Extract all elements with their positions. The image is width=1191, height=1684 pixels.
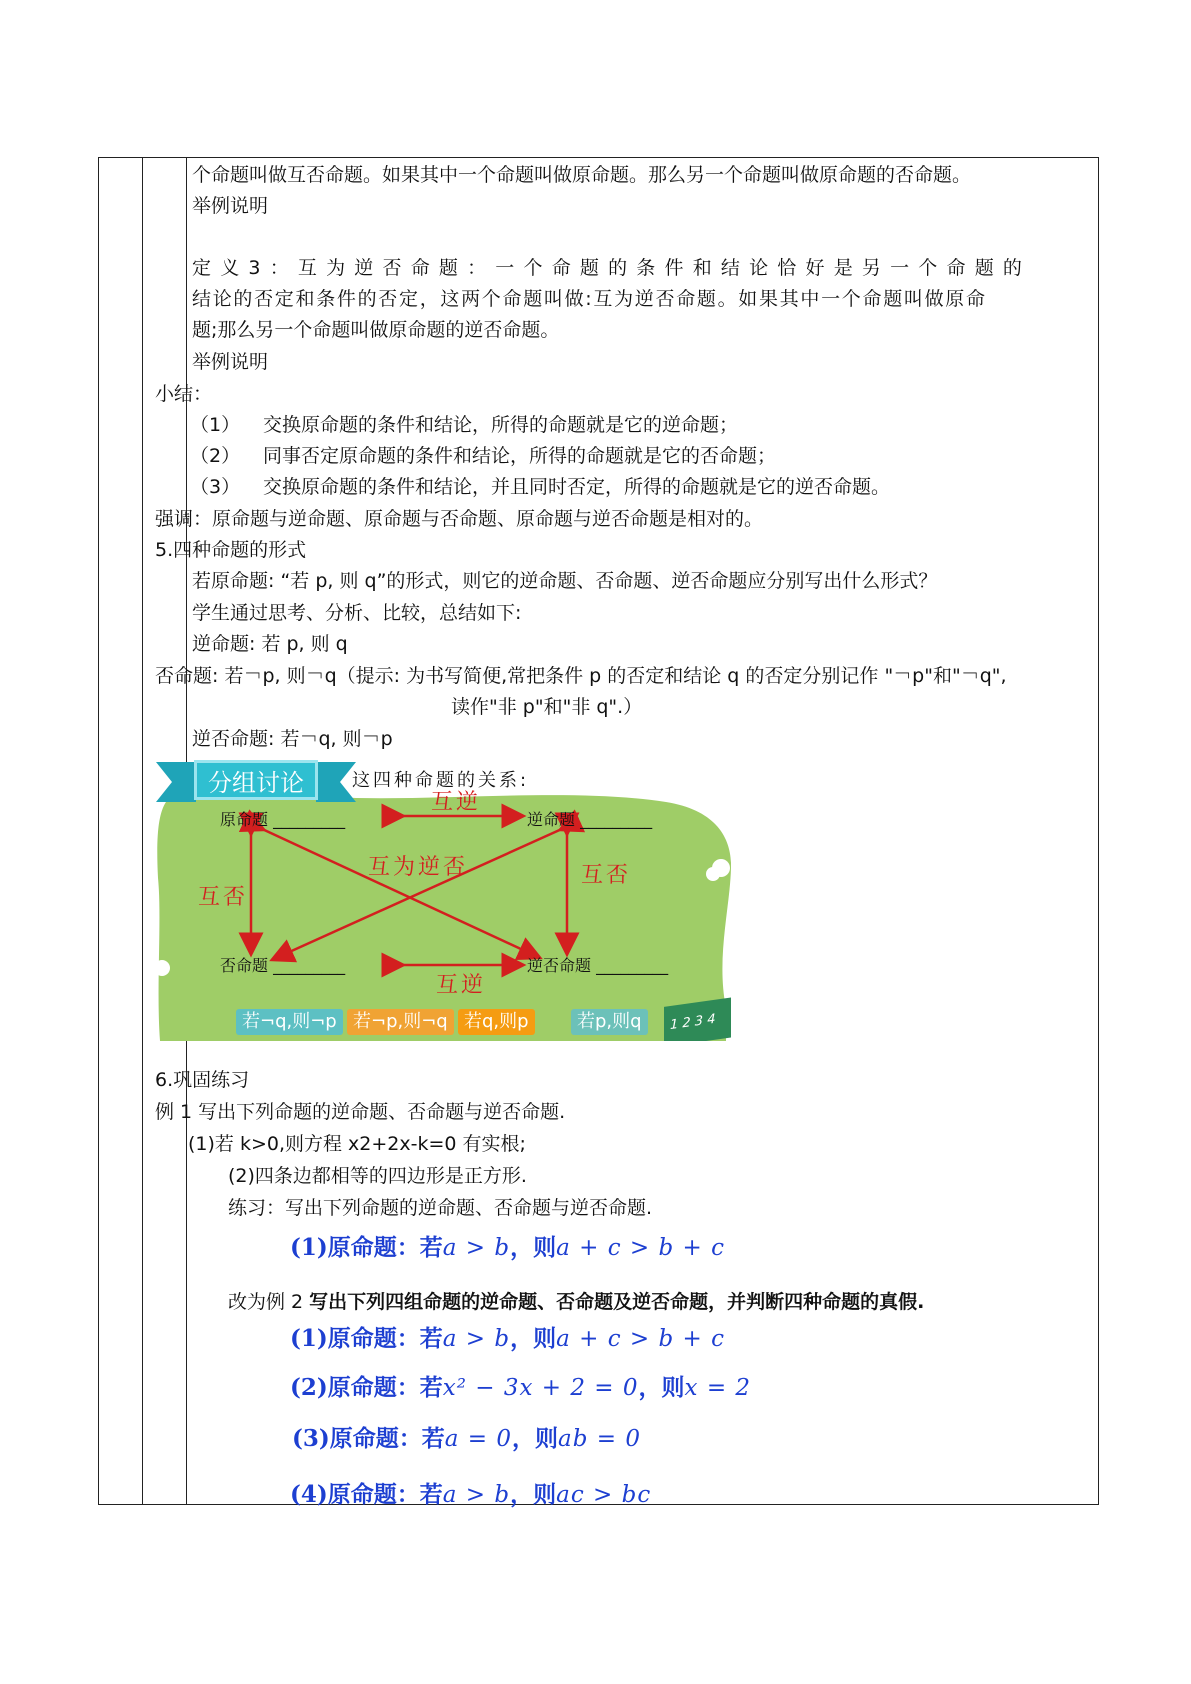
formula-practice-1: (1)原命题：若a > b，则a + c > b + c xyxy=(290,1234,726,1261)
inverse-form: 否命题: 若￢p, 则￢q（提示: 为书写简便,常把条件 p 的否定和结论 q 的否定分别记作 "￢p"和"￢q", xyxy=(155,665,1007,687)
practice-line: 练习：写出下列命题的逆命题、否命题与逆否命题. xyxy=(228,1197,653,1219)
relation-label-right: 互否 xyxy=(581,863,632,888)
summary-item-number: （1） xyxy=(190,414,241,436)
definition-3-line2: 结论的否定和条件的否定，这两个命题叫做:互为逆否命题。如果其中一个命题叫做原命 xyxy=(192,288,987,310)
section-heading: 6.巩固练习 xyxy=(155,1069,250,1091)
banner-ribbon-right xyxy=(316,762,356,802)
example-1-item: (2)四条边都相等的四边形是正方形. xyxy=(228,1165,527,1187)
relation-label-left: 互否 xyxy=(198,885,249,910)
text-line: 举例说明 xyxy=(192,351,269,373)
group-discussion-banner: 分组讨论 xyxy=(194,760,318,800)
node-original: 原命题 _________ xyxy=(220,810,346,829)
example-1-title: 例 1 写出下列命题的逆命题、否命题与逆否命题. xyxy=(155,1101,566,1123)
text-line: 若原命题: “若 p, 则 q”的形式，则它的逆命题、否命题、逆否命题应分别写出什么形式？ xyxy=(192,570,938,592)
formula-example-2-4: (4)原命题：若a > b，则ac > bc xyxy=(290,1481,652,1508)
formula-example-2-1: (1)原命题：若a > b，则a + c > b + c xyxy=(290,1325,726,1352)
node-converse: 逆命题 _________ xyxy=(527,810,653,829)
summary-item-number: （2） xyxy=(190,445,241,467)
summary-heading: 小结： xyxy=(155,383,213,405)
banner-ribbon-left xyxy=(156,762,196,802)
section-heading: 5.四种命题的形式 xyxy=(155,539,307,561)
text-line: 个命题叫做互否命题。如果其中一个命题叫做原命题。那么另一个命题叫做原命题的否命题。 xyxy=(192,164,972,186)
contrapositive-form: 逆否命题: 若￢q, 则￢p xyxy=(192,728,393,750)
answer-chip: 若p,则q xyxy=(571,1009,648,1035)
summary-item-number: （3） xyxy=(190,476,241,498)
summary-item: 交换原命题的条件和结论，并且同时否定，所得的命题就是它的逆否命题。 xyxy=(263,476,891,498)
example-1-item: (1)若 k>0,则方程 x2+2x-k=0 有实根; xyxy=(188,1133,526,1155)
formula-example-2-2: (2)原命题：若x² − 3x + 2 = 0，则x = 2 xyxy=(290,1374,752,1401)
diagram-background xyxy=(157,793,731,1041)
summary-item: 同事否定原命题的条件和结论，所得的命题就是它的否命题； xyxy=(263,445,777,467)
relation-label-top: 互逆 xyxy=(431,790,482,815)
relation-label-bottom: 互逆 xyxy=(436,973,487,998)
text-line: 学生通过思考、分析、比较，总结如下: xyxy=(192,602,522,624)
text-line: 举例说明 xyxy=(192,195,269,217)
cloud-shape xyxy=(706,867,720,881)
definition-3-line1: 定义3：互为逆否命题：一个命题的条件和结论恰好是另一个命题的 xyxy=(192,257,1032,279)
answer-chip: 若¬p,则¬q xyxy=(347,1009,454,1035)
example-2-line xyxy=(228,1289,924,1315)
emphasis-line: 强调：原命题与逆命题、原命题与否命题、原命题与逆否命题是相对的。 xyxy=(155,508,764,530)
converse-form: 逆命题: 若 p, 则 q xyxy=(192,633,348,655)
formula-example-2-3: (3)原命题：若a = 0，则ab = 0 xyxy=(292,1425,641,1452)
relation-label-cross: 互为逆否 xyxy=(368,855,469,880)
node-inverse: 否命题 _________ xyxy=(220,956,346,975)
table-column-left xyxy=(99,158,143,1504)
text-line: 读作"非 p"和"非 q".） xyxy=(451,696,643,718)
four-propositions-diagram xyxy=(156,758,731,1041)
diagram-question: 这四种命题的关系: xyxy=(352,770,530,791)
answer-chip: 若¬q,则¬p xyxy=(236,1009,343,1035)
example-2-prefix: 改为例 2 xyxy=(228,1291,310,1313)
corner-numbers: 1 2 3 4 xyxy=(664,997,731,1041)
summary-item: 交换原命题的条件和结论，所得的命题就是它的逆命题； xyxy=(263,414,739,436)
definition-3-line3: 题;那么另一个命题叫做原命题的逆否命题。 xyxy=(192,319,560,341)
answer-chip: 若q,则p xyxy=(458,1009,535,1035)
node-contrapositive: 逆否命题 _________ xyxy=(527,956,669,975)
example-2-title: 写出下列四组命题的逆命题、否命题及逆否命题，并判断四种命题的真假. xyxy=(309,1291,925,1313)
